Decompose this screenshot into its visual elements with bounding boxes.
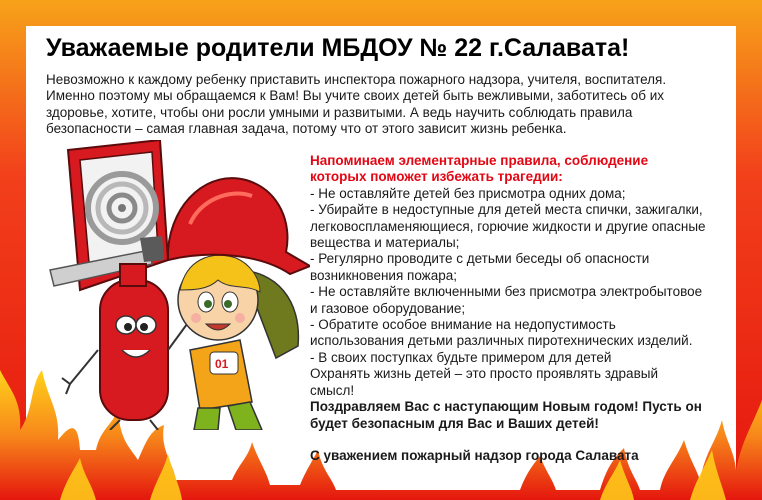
intro-line: здоровье, хотите, чтобы они росли умными и развитыми. А ведь научить соблюдать правила — [46, 104, 633, 120]
rule-line: - Не оставляйте детей без присмотра одних дома; — [310, 185, 626, 201]
rule-line: - Регулярно проводите с детьми беседы об опасности — [310, 251, 650, 267]
rules-heading-line: которых поможет избежать трагедии: — [310, 169, 563, 185]
rule-line: вещества и материалы; — [310, 235, 460, 251]
rule-line: - Обратите особое внимание на недопустимость — [310, 317, 616, 333]
rule-line: - Убирайте в недоступные для детей места спички, зажигалки, — [310, 202, 703, 218]
page-title: Уважаемые родители МБДОУ № 22 г.Салавата! — [46, 34, 630, 62]
rule-line: легковоспламеняющиеся, горючие жидкости и другие опасные — [310, 218, 706, 234]
rule-line: возникновения пожара; — [310, 267, 457, 283]
rule-line: смысл! — [310, 382, 355, 398]
firefighter-illustration — [40, 140, 310, 430]
rule-line: и газовое оборудование; — [310, 300, 466, 316]
rules-heading-line: Напоминаем элементарные правила, соблюдение — [310, 153, 649, 168]
helmet-number-label: 01 — [215, 357, 229, 371]
intro-line: безопасности – самая главная задача, потому что от этого зависит жизнь ребенка. — [46, 121, 567, 137]
intro-line: Именно поэтому мы обращаемся к Вам! Вы учите своих детей быть вежливыми, заботитесь об их — [46, 88, 665, 104]
rule-line: Охранять жизнь детей – это просто проявлять здравый — [310, 366, 658, 382]
rules-block — [310, 153, 750, 464]
rule-line: использования детьми различных пиротехнических изделий. — [310, 333, 693, 349]
rule-line: - В своих поступках будьте примером для детей — [310, 349, 612, 365]
firefighter-child-icon — [168, 178, 310, 430]
signature: С уважением пожарный надзор города Салавата — [310, 447, 639, 463]
greeting-line: будет безопасным для Вас и Ваших детей! — [310, 415, 599, 431]
greeting-line: Поздравляем Вас с наступающим Новым годом! Пусть он — [310, 399, 702, 415]
fire-extinguisher-character-icon — [50, 236, 190, 430]
spacer — [310, 432, 750, 448]
intro-line: Невозможно к каждому ребенку приставить инспектора пожарного надзора, учителя, воспитателя. — [46, 72, 667, 87]
rule-line: - Не оставляйте включенными без присмотра электробытовое — [310, 284, 703, 300]
intro-paragraph — [46, 72, 736, 138]
